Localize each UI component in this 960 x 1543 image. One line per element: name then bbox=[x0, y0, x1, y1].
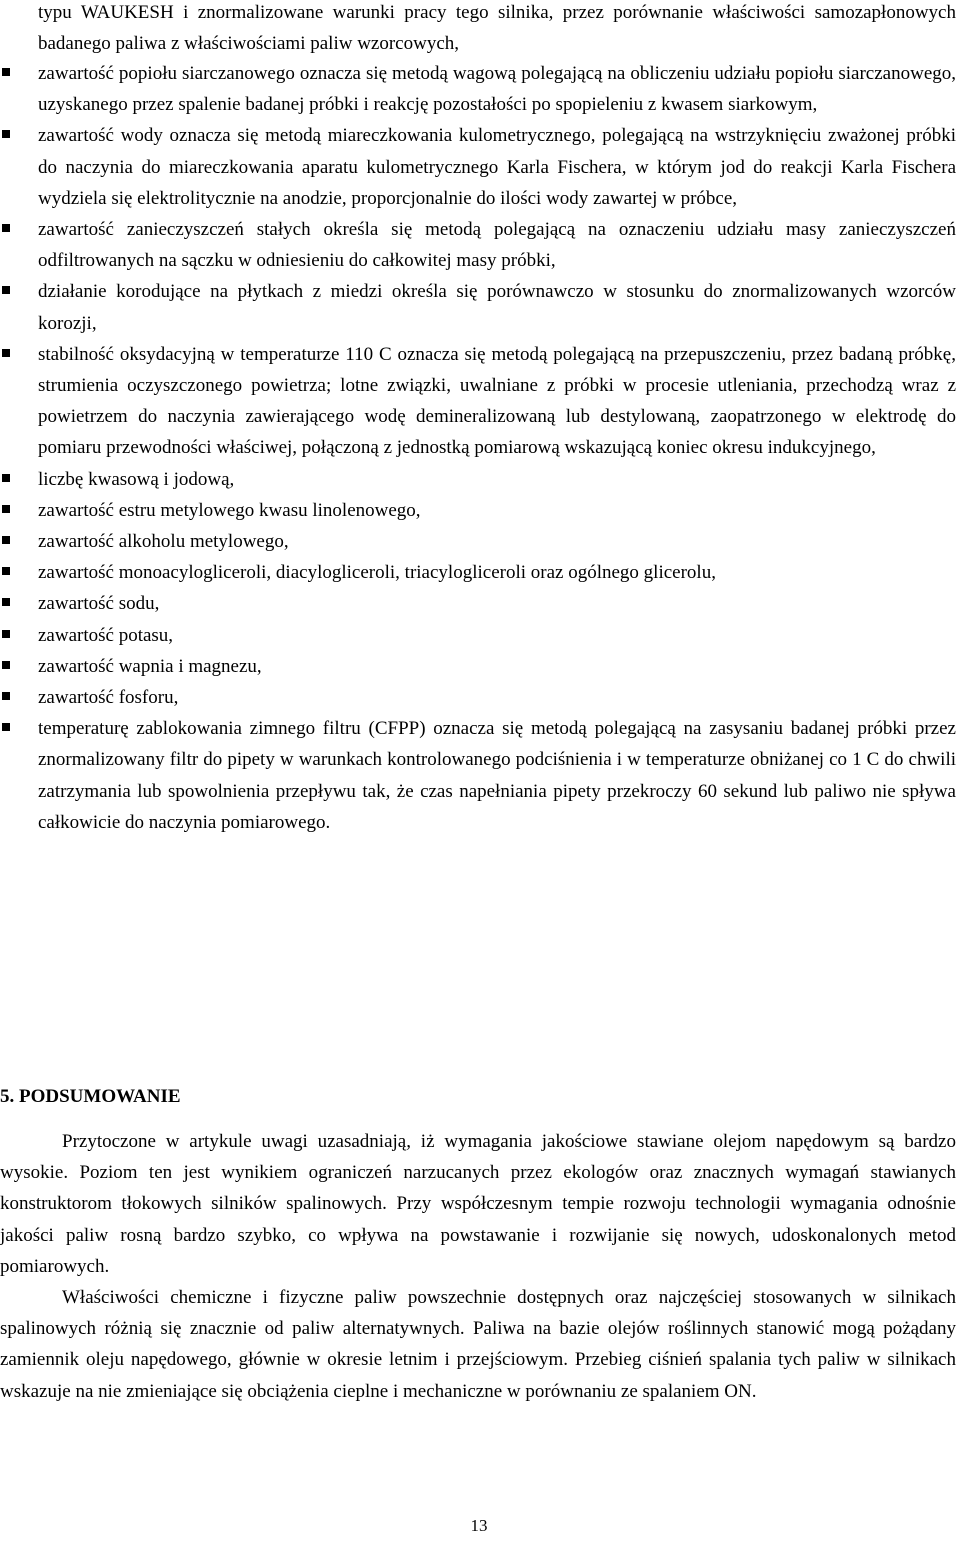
list-item-text: zawartość estru metylowego kwasu linolenowego, bbox=[38, 499, 421, 521]
list-item-text: zawartość monoacylogliceroli, diacylogliceroli, triacylogliceroli oraz ogólnego glicerolu, bbox=[38, 562, 716, 584]
list-item-text: zawartość potasu, bbox=[38, 624, 174, 646]
body-paragraph: Właściwości chemiczne i fizyczne paliw powszechnie dostępnych oraz najczęściej stosowanych w silnikach spalinowych różnią się znacznie od paliw alternatywnych. Paliwa na bazie olejów roślinnych stanowić mogą pożądany zamiennik oleju napędowego, głównie w okresie letnim i przejściowym. Przebieg ciśnień spalania tych paliw w silnikach wskazuje na nie zmieniające się obciążenia cieplne i mechaniczne w porównaniu ze spalaniem ON. bbox=[0, 1287, 956, 1402]
list-item-text: działanie korodujące na płytkach z miedzi określa się porównawczo w stosunku do znormalizowanych wzorców korozji, bbox=[38, 281, 956, 334]
list-item-text: zawartość popiołu siarczanowego oznacza się metodą wagową polegającą na obliczeniu udziału popiołu siarczanowego, uzyskanego przez spalenie badanej próbki i reakcję pozostałości po spopieleniu z kwasem siarkowym, bbox=[38, 63, 956, 116]
section-body bbox=[0, 1126, 956, 1407]
square-bullet-icon bbox=[2, 349, 10, 357]
list-item-text: stabilność oksydacyjną w temperaturze 110 C oznacza się metodą polegającą na przepuszczeniu, przez badaną próbkę, strumienia oczyszczonego powietrza; lotne związki, uwalniane z próbki w procesie utleniania, przechodzą wraz z powietrzem do naczynia zawierającego wodę demineralizowaną lub destylowaną, zaopatrzonego w elektrodę do pomiaru przewodności właściwej, połączoną z jednostką pomiarową wskazującą koniec okresu indukcyjnego, bbox=[38, 343, 956, 459]
list-item bbox=[0, 620, 956, 651]
list-item bbox=[0, 588, 956, 619]
list-item bbox=[0, 464, 956, 495]
section-heading: 5. PODSUMOWANIE bbox=[0, 1086, 181, 1107]
page-number: 13 bbox=[470, 1516, 488, 1535]
square-bullet-icon bbox=[2, 68, 10, 76]
square-bullet-icon bbox=[2, 661, 10, 669]
list-item bbox=[0, 526, 956, 557]
list-item bbox=[0, 58, 956, 120]
square-bullet-icon bbox=[2, 723, 10, 731]
list-item-text: zawartość sodu, bbox=[38, 593, 160, 615]
list-item bbox=[0, 276, 956, 338]
list-item-text: zawartość fosforu, bbox=[38, 687, 179, 709]
list-item-text: zawartość alkoholu metylowego, bbox=[38, 531, 289, 553]
square-bullet-icon bbox=[2, 130, 10, 138]
list-item-text: zawartość wody oznacza się metodą miareczkowania kulometrycznego, polegającą na wstrzyknięciu zważonej próbki do naczynia do miareczkowania aparatu kulometrycznego Karla Fischera, w którym jod do reakcji Karla Fischera wydziela się elektrolitycznie na anodzie, proporcjonalnie do ilości wody zawartej w próbce, bbox=[38, 125, 956, 209]
list-item bbox=[0, 557, 956, 588]
list-item bbox=[0, 214, 956, 276]
list-item bbox=[0, 495, 956, 526]
lead-in-paragraph: typu WAUKESH i znormalizowane warunki pracy tego silnika, przez porównanie właściwości samozapłonowych badanego paliwa z właściwościami paliw wzorcowych, bbox=[38, 2, 956, 55]
list-item bbox=[0, 120, 956, 214]
list-item-text: temperaturę zablokowania zimnego filtru (CFPP) oznacza się metodą polegającą na zasysaniu badanej próbki przez znormalizowany filtr do pipety w warunkach kontrolowanego podciśnienia i w temperaturze obniżanej co 1 C do chwili zatrzymania lub spowolnienia przepływu tak, że czas napełniania pipety przekroczy 60 sekund lub paliwo nie spływa całkowicie do naczynia pomiarowego. bbox=[38, 718, 956, 833]
square-bullet-icon bbox=[2, 536, 10, 544]
list-item-text: zawartość wapnia i magnezu, bbox=[38, 655, 262, 677]
body-paragraph: Przytoczone w artykule uwagi uzasadniają, iż wymagania jakościowe stawiane olejom napędowym są bardzo wysokie. Poziom ten jest wynikiem ograniczeń narzucanych przez ekologów oraz znacznych wymagań stawianych konstruktorom tłokowych silników spalinowych. Przy współczesnym tempie rozwoju technologii wymagania odnośnie jakości paliw rosną bardzo szybko, co wpływa na powstawanie i rozwijanie się nowych, udoskonalonych metod pomiarowych. bbox=[0, 1131, 956, 1277]
list-item bbox=[0, 339, 956, 464]
square-bullet-icon bbox=[2, 474, 10, 482]
square-bullet-icon bbox=[2, 286, 10, 294]
list-item-text: liczbę kwasową i jodową, bbox=[38, 468, 235, 490]
requirements-list bbox=[0, 58, 956, 838]
list-item-text: zawartość zanieczyszczeń stałych określa się metodą polegającą na oznaczeniu udziału masy zanieczyszczeń odfiltrowanych na sączku w odniesieniu do całkowitej masy próbki, bbox=[38, 219, 956, 272]
square-bullet-icon bbox=[2, 630, 10, 638]
square-bullet-icon bbox=[2, 598, 10, 606]
square-bullet-icon bbox=[2, 692, 10, 700]
list-item bbox=[0, 682, 956, 713]
square-bullet-icon bbox=[2, 567, 10, 575]
list-item bbox=[0, 713, 956, 838]
square-bullet-icon bbox=[2, 505, 10, 513]
square-bullet-icon bbox=[2, 224, 10, 232]
list-item bbox=[0, 651, 956, 682]
